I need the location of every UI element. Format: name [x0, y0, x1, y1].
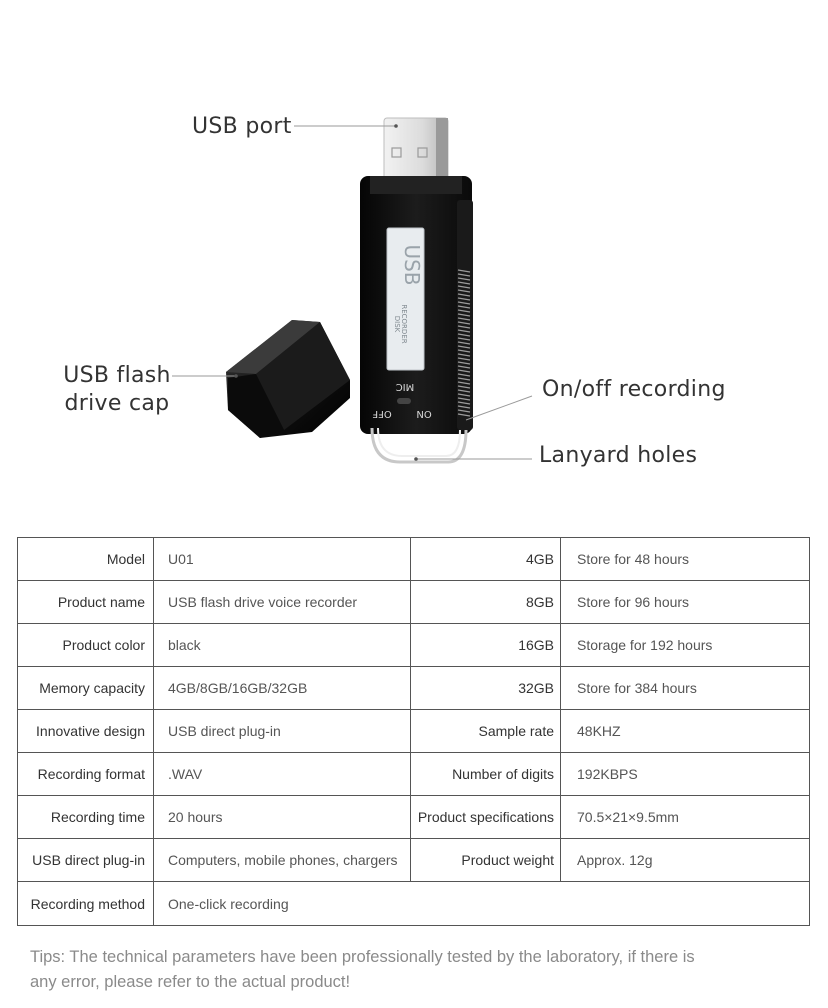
spec-value: 4GB/8GB/16GB/32GB	[154, 667, 411, 710]
table-row	[18, 882, 810, 926]
spec-key: Number of digits	[411, 753, 561, 796]
spec-key: Recording time	[18, 796, 154, 839]
on-label: ON	[416, 408, 432, 419]
spec-value: 20 hours	[154, 796, 411, 839]
table-row	[18, 667, 810, 710]
window-disk-text: DISK	[393, 315, 401, 333]
table-row	[18, 839, 810, 882]
spec-value: Store for 384 hours	[561, 667, 810, 710]
callout-on-off-recording: On/off recording	[542, 377, 726, 402]
spec-key: Recording format	[18, 753, 154, 796]
spec-key: Product specifications	[411, 796, 561, 839]
spec-value: Store for 96 hours	[561, 581, 810, 624]
spec-value: 192KBPS	[561, 753, 810, 796]
spec-value: Computers, mobile phones, chargers	[154, 839, 411, 882]
table-row	[18, 796, 810, 839]
table-row	[18, 753, 810, 796]
table-row	[18, 624, 810, 667]
spec-value: black	[154, 624, 411, 667]
off-label: OFF	[372, 408, 392, 419]
callout-usb-cap	[62, 362, 172, 418]
spec-value: Store for 48 hours	[561, 538, 810, 581]
spec-value: One-click recording	[154, 882, 810, 926]
spec-key: 32GB	[411, 667, 561, 710]
spec-value: .WAV	[154, 753, 411, 796]
spec-key: Product color	[18, 624, 154, 667]
table-row	[18, 710, 810, 753]
spec-key: Recording method	[18, 882, 154, 926]
spec-value: 48KHZ	[561, 710, 810, 753]
spec-key: 8GB	[411, 581, 561, 624]
callout-lanyard-holes: Lanyard holes	[539, 443, 698, 468]
callout-usb-port: USB port	[192, 114, 292, 139]
spec-value: Storage for 192 hours	[561, 624, 810, 667]
callout-lines	[172, 124, 532, 461]
mic-label: MIC	[395, 381, 415, 392]
spec-key: 16GB	[411, 624, 561, 667]
usb-connector	[384, 118, 448, 180]
spec-value: Approx. 12g	[561, 839, 810, 882]
spec-value: USB flash drive voice recorder	[154, 581, 411, 624]
spec-key: USB direct plug-in	[18, 839, 154, 882]
window-recorder-text: RECORDER	[400, 304, 408, 344]
window-usb-text: USB	[400, 244, 424, 286]
spec-key: Product name	[18, 581, 154, 624]
table-row	[18, 538, 810, 581]
spec-value: 70.5×21×9.5mm	[561, 796, 810, 839]
callout-cap-line2: drive cap	[64, 391, 170, 416]
spec-table	[17, 537, 810, 926]
spec-key: Innovative design	[18, 710, 154, 753]
spec-value: U01	[154, 538, 411, 581]
recorder-body	[360, 176, 473, 434]
table-row	[18, 581, 810, 624]
spec-key: Model	[18, 538, 154, 581]
spec-key: 4GB	[411, 538, 561, 581]
tips-note: Tips: The technical parameters have been professionally tested by the laboratory, if there is any error, please refer to the actual product!	[30, 948, 695, 991]
callout-cap-line1: USB flash	[63, 363, 171, 388]
spec-key: Product weight	[411, 839, 561, 882]
spec-value: USB direct plug-in	[154, 710, 411, 753]
spec-key: Memory capacity	[18, 667, 154, 710]
usb-cap	[226, 320, 350, 438]
spec-key: Sample rate	[411, 710, 561, 753]
